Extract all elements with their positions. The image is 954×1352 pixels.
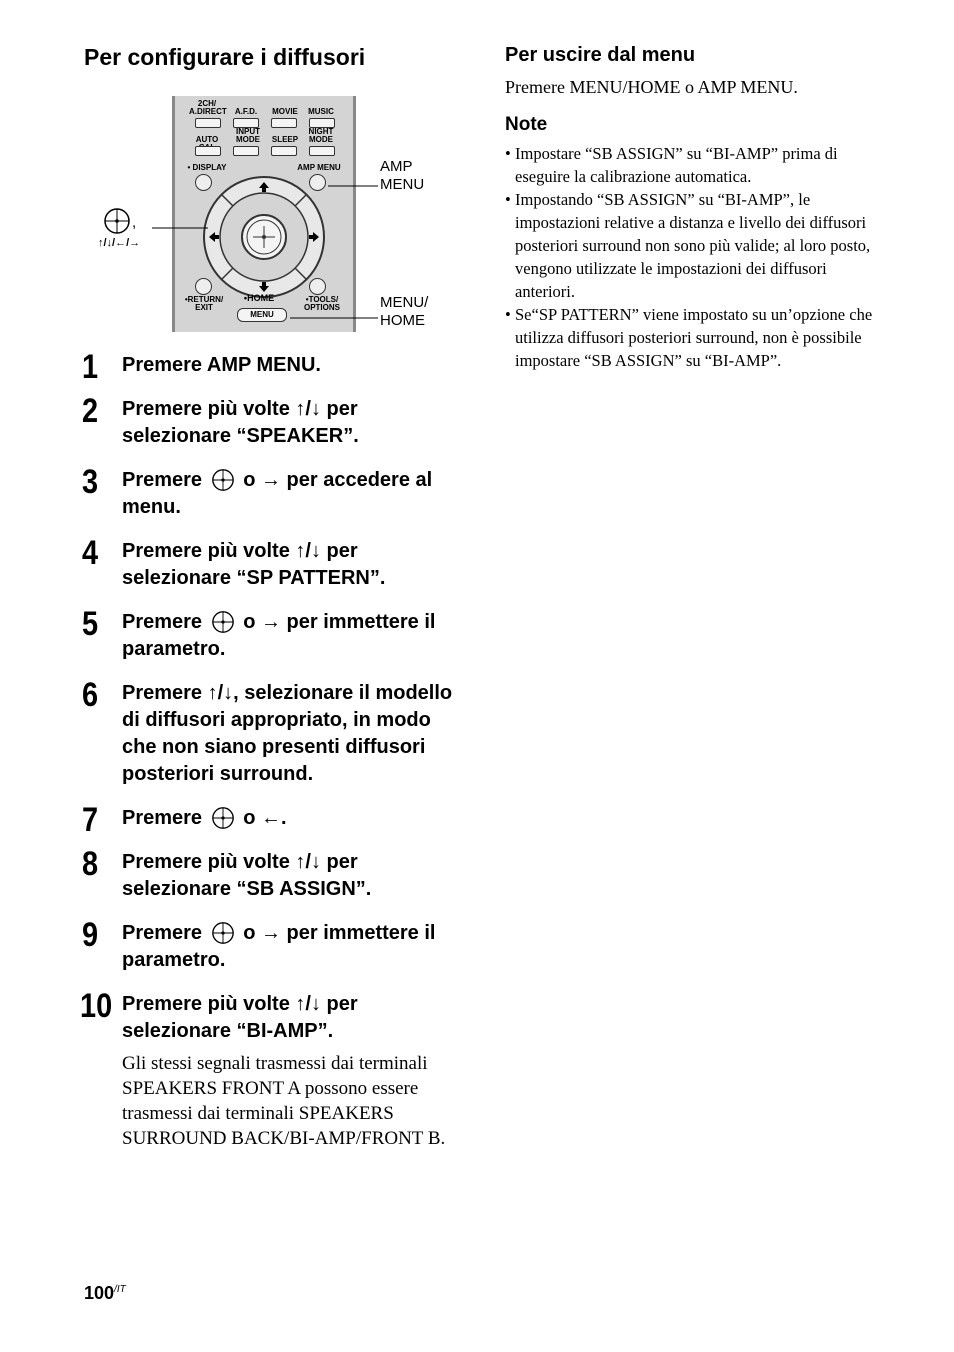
step-text: Premere ↑/↓, selezionare il modello di diffusori appropriato, in modo che non siano presenti diffusori posteriori surround. bbox=[122, 682, 453, 785]
remote-label: INPUT MODE bbox=[236, 127, 260, 144]
callout-menu-home: MENU/ HOME bbox=[380, 294, 429, 329]
remote-label: A.F.D. bbox=[234, 107, 258, 116]
step-7 bbox=[82, 801, 467, 839]
remote-label: MOVIE bbox=[272, 107, 298, 116]
remote-label: • DISPLAY bbox=[187, 163, 227, 172]
step-text: Premere più volte ↑/↓ per selezionare “SPEAKER”. bbox=[122, 398, 359, 447]
step-8 bbox=[82, 845, 467, 903]
step-text: Premere più volte ↑/↓ per selezionare “SP PATTERN”. bbox=[122, 540, 386, 589]
remote-figure bbox=[96, 96, 446, 336]
right-column bbox=[505, 44, 885, 372]
step-text: Premere o → per accedere al menu. bbox=[122, 469, 433, 518]
step-text: Premere o → per immettere il parametro. bbox=[122, 922, 436, 971]
step-text: Premere o → per immettere il parametro. bbox=[122, 611, 436, 660]
enter-icon bbox=[210, 806, 236, 830]
step-4 bbox=[82, 534, 467, 592]
callout-comma: , bbox=[132, 214, 137, 231]
step-5 bbox=[82, 605, 467, 663]
page-number: $100^{/IT}$ bbox=[84, 1283, 126, 1303]
step-text: Premere AMP MENU. bbox=[122, 354, 321, 376]
remote-label: MUSIC bbox=[308, 107, 334, 116]
enter-icon bbox=[210, 468, 236, 492]
step-2 bbox=[82, 392, 467, 450]
step-3 bbox=[82, 463, 467, 521]
step-number: 8 bbox=[82, 845, 99, 883]
note-title: Note bbox=[505, 114, 548, 135]
enter-icon bbox=[210, 610, 236, 634]
steps-list bbox=[80, 348, 467, 1168]
step-text: Premere più volte ↑/↓ per selezionare “SB ASSIGN”. bbox=[122, 851, 372, 900]
step-6 bbox=[82, 676, 467, 788]
section-title: Per configurare i diffusori bbox=[84, 44, 366, 70]
remote-label: AUTO bbox=[195, 135, 219, 144]
step-10 bbox=[80, 987, 467, 1151]
remote-label: •TOOLS/ OPTIONS bbox=[303, 295, 340, 312]
remote-label: 2CH/ A.DIRECT bbox=[189, 99, 227, 116]
exit-menu-text: Premere MENU/HOME o AMP MENU. bbox=[505, 77, 798, 97]
remote-label: •RETURN/ EXIT bbox=[184, 295, 224, 312]
step-number: 6 bbox=[82, 676, 99, 714]
step-number: 1 bbox=[82, 348, 99, 386]
step-number: 7 bbox=[82, 801, 99, 839]
step-number: 4 bbox=[82, 534, 99, 572]
step-note: Gli stessi segnali trasmessi dai terminali SPEAKERS FRONT A possono essere trasmessi dai terminali SPEAKERS SURROUND BACK/BI-AMP/FRONT B. bbox=[122, 1053, 446, 1149]
step-number: 5 bbox=[82, 605, 99, 643]
note-item: • Impostando “SB ASSIGN” su “BI-AMP”, le impostazioni relative a distanza e livello dei diffusori posteriori surround non sono più valide; al loro posto, vengono utilizzate le impostazioni dei diffusori anteriori. bbox=[505, 188, 885, 303]
exit-menu-title: Per uscire dal menu bbox=[505, 44, 696, 66]
note-item: • Impostare “SB ASSIGN” su “BI-AMP” prima di eseguire la calibrazione automatica. bbox=[505, 142, 885, 188]
step-text: Premere o ←. bbox=[122, 807, 287, 829]
callout-arrows: ↑/↓/←/→ bbox=[98, 237, 141, 249]
remote-label: NIGHT MODE bbox=[308, 127, 334, 144]
step-number: 3 bbox=[82, 463, 99, 501]
note-item: • Se“SP PATTERN” viene impostato su un’opzione che utilizza diffusori posteriori surround, non è possibile impostare “SB ASSIGN” su “BI-AMP”. bbox=[505, 303, 885, 372]
remote-label: SLEEP bbox=[271, 135, 299, 144]
callout-amp-menu: AMP MENU bbox=[380, 158, 425, 193]
remote-label: AMP MENU bbox=[297, 163, 341, 172]
step-text: Premere più volte ↑/↓ per selezionare “BI-AMP”. bbox=[122, 993, 358, 1042]
step-number: 9 bbox=[82, 916, 99, 954]
step-number: 10 bbox=[80, 987, 113, 1025]
step-9 bbox=[82, 916, 467, 974]
note-list bbox=[505, 142, 885, 372]
step-number: 2 bbox=[82, 392, 99, 430]
enter-icon bbox=[210, 921, 236, 945]
step-1 bbox=[82, 348, 467, 386]
remote-label: MENU bbox=[250, 310, 274, 319]
remote-label: •HOME bbox=[243, 293, 275, 303]
